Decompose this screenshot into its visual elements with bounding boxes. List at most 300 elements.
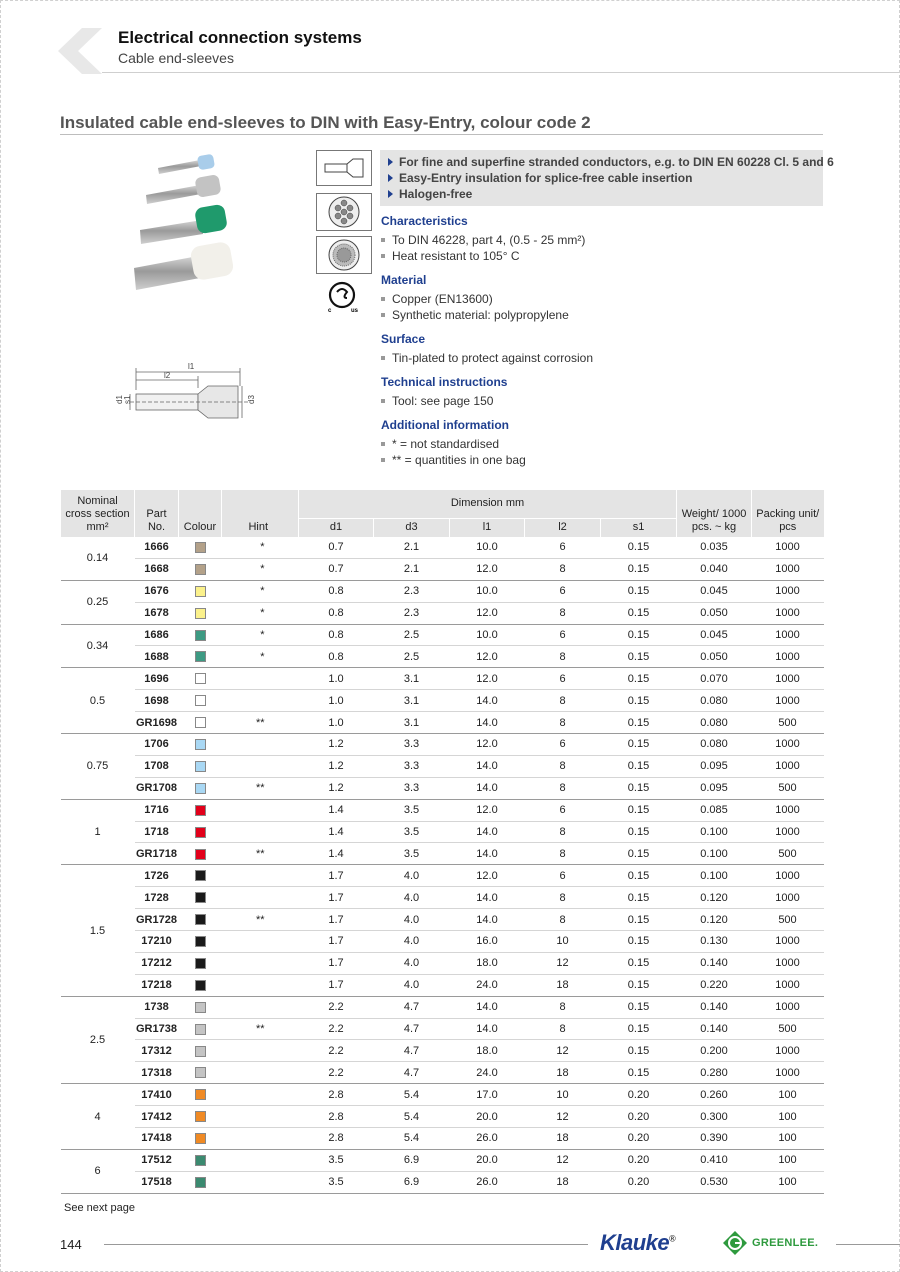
csa-certification-icon: [324, 278, 364, 316]
cell-l2: 8: [525, 1018, 601, 1040]
greenlee-logo: [722, 1230, 818, 1256]
cell-d1: 0.8: [299, 580, 374, 602]
cell-d3: 5.4: [374, 1106, 450, 1128]
cell-l1: 12.0: [450, 558, 525, 580]
cell-part: 1728: [135, 887, 179, 909]
cell-weight: 0.095: [677, 755, 752, 777]
cell-colour: [179, 537, 222, 559]
cell-s1: 0.15: [601, 865, 677, 887]
cell-section: 0.25: [61, 580, 135, 624]
cell-part: 17318: [135, 1062, 179, 1084]
cell-d3: 3.1: [374, 712, 450, 734]
cell-packing: 1000: [752, 690, 824, 712]
header-d1: d1: [299, 518, 374, 537]
colour-swatch: [195, 761, 206, 772]
colour-swatch: [195, 717, 206, 728]
cell-d3: 3.3: [374, 734, 450, 756]
header-l2: l2: [525, 518, 601, 537]
colour-swatch: [195, 827, 206, 838]
cell-weight: 0.045: [677, 580, 752, 602]
cell-colour: [179, 602, 222, 624]
table-row: [61, 734, 824, 756]
cell-d3: 2.1: [374, 558, 450, 580]
colour-swatch: [195, 630, 206, 641]
cell-l1: 26.0: [450, 1128, 525, 1150]
cell-weight: 0.200: [677, 1040, 752, 1062]
cell-part: 1678: [135, 602, 179, 624]
cell-l1: 10.0: [450, 537, 525, 559]
cell-d3: 4.0: [374, 952, 450, 974]
colour-swatch: [195, 980, 206, 991]
table-row: [61, 1018, 824, 1040]
square-bullet-icon: [381, 254, 385, 258]
feature-item: [388, 186, 815, 202]
cell-packing: 100: [752, 1128, 824, 1150]
cell-part: 1676: [135, 580, 179, 602]
info-panel: [381, 214, 821, 477]
cell-hint: *: [222, 602, 299, 624]
cell-d1: 2.2: [299, 1018, 374, 1040]
colour-swatch: [195, 673, 206, 684]
cell-part: 1668: [135, 558, 179, 580]
cell-s1: 0.15: [601, 624, 677, 646]
cell-l1: 14.0: [450, 909, 525, 931]
table-row: [61, 690, 824, 712]
cell-d3: 4.0: [374, 974, 450, 996]
cell-hint: *: [222, 558, 299, 580]
cell-colour: [179, 909, 222, 931]
cell-l2: 6: [525, 865, 601, 887]
page-number: 144: [60, 1237, 82, 1252]
surface-heading: Surface: [381, 332, 426, 346]
cell-section: 0.14: [61, 537, 135, 581]
cell-s1: 0.15: [601, 974, 677, 996]
cell-hint: [222, 755, 299, 777]
label-d3: d3: [247, 395, 256, 404]
info-item: [381, 350, 821, 366]
cell-d1: 1.0: [299, 712, 374, 734]
cell-part: 1726: [135, 865, 179, 887]
cell-l2: 18: [525, 974, 601, 996]
cell-hint: **: [222, 843, 299, 865]
table-row: [61, 712, 824, 734]
cell-s1: 0.15: [601, 580, 677, 602]
cell-part: 17410: [135, 1084, 179, 1106]
info-text: * = not standardised: [392, 437, 500, 451]
cell-l2: 18: [525, 1171, 601, 1193]
cell-l1: 20.0: [450, 1106, 525, 1128]
cell-weight: 0.045: [677, 624, 752, 646]
cell-section: 2.5: [61, 996, 135, 1084]
table-row: [61, 1084, 824, 1106]
cell-packing: 1000: [752, 1062, 824, 1084]
cell-part: 1696: [135, 668, 179, 690]
cell-colour: [179, 821, 222, 843]
cell-l1: 24.0: [450, 974, 525, 996]
cell-hint: [222, 996, 299, 1018]
cell-l1: 17.0: [450, 1084, 525, 1106]
cell-colour: [179, 624, 222, 646]
cell-l1: 14.0: [450, 755, 525, 777]
characteristics-heading: Characteristics: [381, 214, 468, 228]
cell-d3: 5.4: [374, 1084, 450, 1106]
feature-text: Halogen-free: [399, 187, 473, 201]
cell-part: 1666: [135, 537, 179, 559]
cell-d3: 3.3: [374, 777, 450, 799]
cell-section: 1.5: [61, 865, 135, 996]
cell-s1: 0.15: [601, 646, 677, 668]
cell-weight: 0.100: [677, 821, 752, 843]
cell-part: 17418: [135, 1128, 179, 1150]
cell-s1: 0.15: [601, 909, 677, 931]
cell-weight: 0.100: [677, 865, 752, 887]
cell-part: 17518: [135, 1171, 179, 1193]
features-box: [380, 150, 834, 206]
cell-hint: *: [222, 537, 299, 559]
cell-colour: [179, 843, 222, 865]
cell-weight: 0.120: [677, 909, 752, 931]
cell-s1: 0.15: [601, 537, 677, 559]
cell-l1: 16.0: [450, 931, 525, 953]
cell-part: 1716: [135, 799, 179, 821]
cell-d1: 1.0: [299, 668, 374, 690]
section-divider: [60, 134, 823, 135]
cell-l1: 14.0: [450, 843, 525, 865]
header-hint: Hint: [222, 490, 299, 537]
cell-packing: 500: [752, 843, 824, 865]
cell-d1: 1.7: [299, 865, 374, 887]
cell-l1: 10.0: [450, 580, 525, 602]
cell-l1: 12.0: [450, 865, 525, 887]
cell-s1: 0.15: [601, 996, 677, 1018]
square-bullet-icon: [381, 313, 385, 317]
cell-d1: 1.2: [299, 734, 374, 756]
colour-swatch: [195, 1024, 206, 1035]
cell-packing: 100: [752, 1084, 824, 1106]
colour-swatch: [195, 1002, 206, 1013]
cell-l1: 14.0: [450, 996, 525, 1018]
cell-l2: 8: [525, 558, 601, 580]
cell-hint: [222, 1040, 299, 1062]
cell-d1: 0.8: [299, 646, 374, 668]
table-row: [61, 668, 824, 690]
cell-d1: 1.7: [299, 887, 374, 909]
cell-l2: 8: [525, 887, 601, 909]
cell-d3: 4.7: [374, 1062, 450, 1084]
cell-section: 0.75: [61, 734, 135, 800]
cell-d3: 3.5: [374, 799, 450, 821]
cell-weight: 0.070: [677, 668, 752, 690]
cell-d1: 0.7: [299, 537, 374, 559]
header-divider: [102, 72, 900, 73]
cell-packing: 100: [752, 1149, 824, 1171]
square-bullet-icon: [381, 356, 385, 360]
cell-section: 0.5: [61, 668, 135, 734]
table-row: [61, 1106, 824, 1128]
cell-section: 4: [61, 1084, 135, 1150]
cell-s1: 0.15: [601, 1018, 677, 1040]
cell-l1: 12.0: [450, 734, 525, 756]
cell-hint: [222, 1084, 299, 1106]
cell-s1: 0.15: [601, 734, 677, 756]
cell-hint: [222, 821, 299, 843]
feature-text: For fine and superfine stranded conductors, e.g. to DIN EN 60228 Cl. 5 and 6: [399, 155, 834, 169]
cell-colour: [179, 865, 222, 887]
colour-swatch: [195, 914, 206, 925]
cell-colour: [179, 1106, 222, 1128]
cell-d1: 1.2: [299, 777, 374, 799]
cell-part: 1686: [135, 624, 179, 646]
cell-weight: 0.140: [677, 996, 752, 1018]
table-row: [61, 799, 824, 821]
cell-weight: 0.280: [677, 1062, 752, 1084]
cell-part: 17210: [135, 931, 179, 953]
footer-divider: [104, 1244, 588, 1245]
cell-d3: 3.1: [374, 690, 450, 712]
greenlee-g-icon: [722, 1230, 748, 1256]
cell-d1: 2.8: [299, 1106, 374, 1128]
cell-d3: 4.0: [374, 887, 450, 909]
colour-swatch: [195, 608, 206, 619]
info-item: [381, 248, 821, 264]
cell-d3: 2.5: [374, 646, 450, 668]
colour-swatch: [195, 1155, 206, 1166]
cell-hint: [222, 931, 299, 953]
cell-d3: 6.9: [374, 1171, 450, 1193]
product-image: [128, 150, 248, 300]
table-row: [61, 974, 824, 996]
cell-l1: 12.0: [450, 668, 525, 690]
square-bullet-icon: [381, 399, 385, 403]
cell-hint: [222, 668, 299, 690]
table-row: [61, 952, 824, 974]
cell-l2: 18: [525, 1128, 601, 1150]
cell-colour: [179, 668, 222, 690]
label-l2: l2: [164, 371, 171, 380]
cell-packing: 1000: [752, 755, 824, 777]
cell-l1: 14.0: [450, 887, 525, 909]
klauke-logo-text: Klauke: [600, 1230, 670, 1255]
cell-colour: [179, 1128, 222, 1150]
header-nominal: Nominal cross section mm²: [61, 490, 135, 537]
cell-s1: 0.15: [601, 690, 677, 712]
cell-packing: 100: [752, 1106, 824, 1128]
info-text: Copper (EN13600): [392, 292, 493, 306]
header-dimension: Dimension mm: [299, 490, 677, 518]
cell-part: 17212: [135, 952, 179, 974]
cell-d1: 0.8: [299, 624, 374, 646]
cell-section: 1: [61, 799, 135, 865]
cell-s1: 0.15: [601, 799, 677, 821]
cell-hint: [222, 1062, 299, 1084]
spec-table: [60, 490, 824, 1194]
colour-swatch: [195, 1067, 206, 1078]
cell-l1: 18.0: [450, 1040, 525, 1062]
cell-part: 17512: [135, 1149, 179, 1171]
triangle-bullet-icon: [388, 158, 393, 166]
technical-heading: Technical instructions: [381, 375, 508, 389]
info-text: Tool: see page 150: [392, 394, 494, 408]
cell-l1: 20.0: [450, 1149, 525, 1171]
table-row: [61, 602, 824, 624]
cell-s1: 0.20: [601, 1149, 677, 1171]
cell-colour: [179, 755, 222, 777]
table-row: [61, 887, 824, 909]
table-row: [61, 624, 824, 646]
cell-l2: 6: [525, 668, 601, 690]
colour-swatch: [195, 739, 206, 750]
cell-packing: 1000: [752, 537, 824, 559]
cell-l1: 12.0: [450, 799, 525, 821]
cell-d3: 4.7: [374, 996, 450, 1018]
cell-l2: 8: [525, 690, 601, 712]
sleeve-profile-icon: [316, 150, 372, 186]
cell-section: 6: [61, 1149, 135, 1193]
cell-part: 1718: [135, 821, 179, 843]
cell-weight: 0.140: [677, 952, 752, 974]
cell-packing: 1000: [752, 887, 824, 909]
colour-swatch: [195, 586, 206, 597]
colour-swatch: [195, 1089, 206, 1100]
cell-colour: [179, 974, 222, 996]
header-weight: Weight/ 1000 pcs. ~ kg: [677, 490, 752, 537]
cell-l1: 14.0: [450, 821, 525, 843]
cell-s1: 0.15: [601, 843, 677, 865]
table-row: [61, 843, 824, 865]
cell-d3: 4.7: [374, 1018, 450, 1040]
table-row: [61, 646, 824, 668]
cell-colour: [179, 777, 222, 799]
cell-l1: 24.0: [450, 1062, 525, 1084]
colour-swatch: [195, 870, 206, 881]
material-group: [381, 273, 821, 323]
cell-s1: 0.15: [601, 777, 677, 799]
cell-d3: 4.7: [374, 1040, 450, 1062]
cell-packing: 100: [752, 1171, 824, 1193]
cell-l1: 18.0: [450, 952, 525, 974]
cell-l2: 8: [525, 843, 601, 865]
cell-l1: 26.0: [450, 1171, 525, 1193]
cell-packing: 1000: [752, 646, 824, 668]
cell-s1: 0.20: [601, 1106, 677, 1128]
square-bullet-icon: [381, 442, 385, 446]
table-row: [61, 755, 824, 777]
cell-s1: 0.15: [601, 1062, 677, 1084]
header-d3: d3: [374, 518, 450, 537]
table-row: [61, 821, 824, 843]
feature-text: Easy-Entry insulation for splice-free cable insertion: [399, 171, 693, 185]
cell-s1: 0.20: [601, 1171, 677, 1193]
info-text: ** = quantities in one bag: [392, 453, 526, 467]
cell-hint: [222, 974, 299, 996]
cell-weight: 0.080: [677, 690, 752, 712]
cell-d1: 2.2: [299, 1062, 374, 1084]
cell-s1: 0.15: [601, 602, 677, 624]
cell-l2: 18: [525, 1062, 601, 1084]
cell-part: 1698: [135, 690, 179, 712]
spec-table-body: [61, 537, 824, 1194]
footer-divider-right: [836, 1244, 900, 1245]
cell-d1: 1.4: [299, 843, 374, 865]
cell-weight: 0.080: [677, 734, 752, 756]
colour-swatch: [195, 542, 206, 553]
cell-hint: [222, 952, 299, 974]
cell-weight: 0.130: [677, 931, 752, 953]
cell-d3: 4.0: [374, 931, 450, 953]
cell-s1: 0.15: [601, 821, 677, 843]
cell-l2: 8: [525, 996, 601, 1018]
cell-d3: 3.3: [374, 755, 450, 777]
table-row: [61, 1171, 824, 1193]
cell-s1: 0.15: [601, 668, 677, 690]
cell-part: 1688: [135, 646, 179, 668]
cell-hint: [222, 1149, 299, 1171]
cell-weight: 0.100: [677, 843, 752, 865]
cell-packing: 1000: [752, 624, 824, 646]
info-item: [381, 232, 821, 248]
cell-hint: **: [222, 712, 299, 734]
triangle-bullet-icon: [388, 190, 393, 198]
colour-swatch: [195, 936, 206, 947]
cell-l2: 10: [525, 931, 601, 953]
cell-d3: 4.0: [374, 909, 450, 931]
cell-colour: [179, 734, 222, 756]
cell-hint: **: [222, 777, 299, 799]
cell-l2: 12: [525, 1149, 601, 1171]
table-row: [61, 558, 824, 580]
colour-swatch: [195, 892, 206, 903]
conductor-class-6-icon: [316, 236, 372, 274]
label-s1: s1: [123, 395, 132, 404]
feature-item: [388, 170, 815, 186]
cell-l2: 6: [525, 624, 601, 646]
additional-heading: Additional information: [381, 418, 509, 432]
header-packing: Packing unit/ pcs: [752, 490, 824, 537]
table-row: [61, 1128, 824, 1150]
cell-s1: 0.15: [601, 931, 677, 953]
cell-packing: 1000: [752, 996, 824, 1018]
cell-colour: [179, 1040, 222, 1062]
cell-weight: 0.085: [677, 799, 752, 821]
cell-l1: 12.0: [450, 646, 525, 668]
cell-d3: 3.5: [374, 843, 450, 865]
table-row: [61, 1062, 824, 1084]
cell-colour: [179, 996, 222, 1018]
cell-l1: 14.0: [450, 777, 525, 799]
cell-packing: 1000: [752, 602, 824, 624]
cell-part: 1706: [135, 734, 179, 756]
cell-weight: 0.040: [677, 558, 752, 580]
cell-l2: 8: [525, 646, 601, 668]
square-bullet-icon: [381, 458, 385, 462]
cell-l2: 6: [525, 580, 601, 602]
cell-d1: 0.7: [299, 558, 374, 580]
info-item: [381, 436, 821, 452]
cell-d1: 3.5: [299, 1149, 374, 1171]
cell-colour: [179, 558, 222, 580]
cell-d1: 2.8: [299, 1128, 374, 1150]
table-row: [61, 931, 824, 953]
cell-hint: [222, 799, 299, 821]
cell-weight: 0.300: [677, 1106, 752, 1128]
cell-l2: 10: [525, 1084, 601, 1106]
cell-d1: 2.2: [299, 996, 374, 1018]
cell-hint: [222, 1128, 299, 1150]
cell-d3: 2.3: [374, 580, 450, 602]
table-row: [61, 996, 824, 1018]
cell-colour: [179, 887, 222, 909]
cell-packing: 1000: [752, 974, 824, 996]
